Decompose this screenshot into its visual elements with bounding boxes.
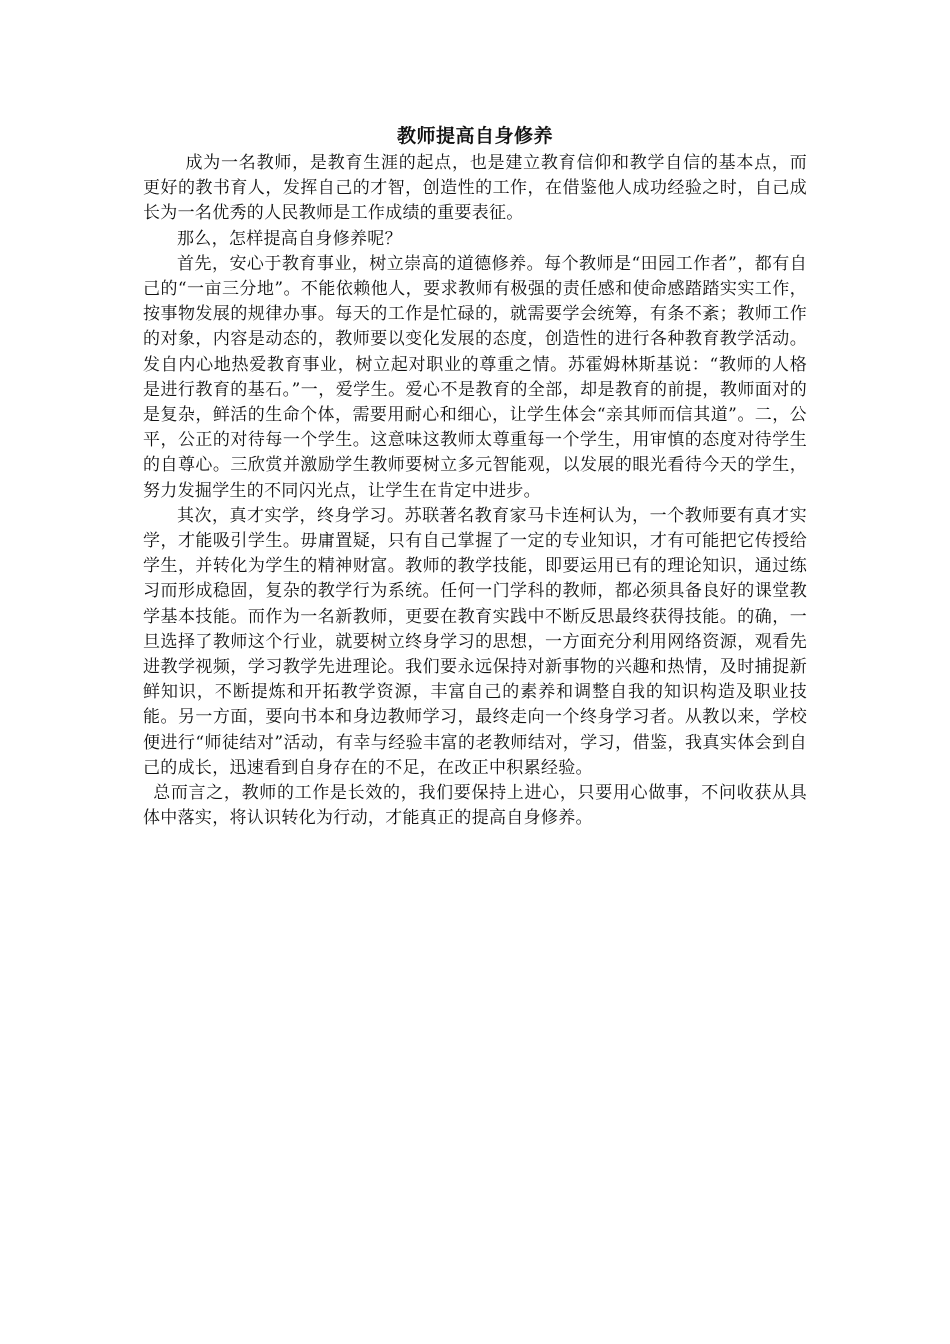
paragraph-intro: 成为一名教师，是教育生涯的起点，也是建立教育信仰和教学自信的基本点，而更好的教书育人，发挥自己的才智，创造性的工作，在借鉴他人成功经验之时，自己成长为一名优秀的人民教师是工作成绩的重要表征。 [143, 153, 807, 224]
paragraph-first-point: 首先，安心于教育事业，树立崇高的道德修养。每个教师是“田园工作者”，都有自己的“一亩三分地”。不能依赖他人，要求教师有极强的责任感和使命感踏踏实实工作，按事物发展的规律办事。每天的工作是忙碌的，就需要学会统筹，有条不紊；教师工作的对象，内容是动态的，教师要以变化发展的态度，创造性的进行各种教育教学活动。发自内心地热爱教育事业，树立起对职业的尊重之情。苏霍姆林斯基说：“教师的人格是进行教育的基石。”一，爱学生。爱心不是教育的全部，却是教育的前提，教师面对的是复杂，鲜活的生命个体，需要用耐心和细心，让学生体会“亲其师而信其道”。二，公平，公正的对待每一个学生。这意味这教师太尊重每一个学生，用审慎的态度对待学生的自尊心。三欣赏并激励学生教师要树立多元智能观，以发展的眼光看待今天的学生，努力发掘学生的不同闪光点，让学生在肯定中进步。 [143, 253, 807, 501]
paragraph-conclusion: 总而言之，教师的工作是长效的，我们要保持上进心，只要用心做事，不问收获从具体中落实，将认识转化为行动，才能真正的提高自身修养。 [143, 783, 807, 829]
document-page [143, 124, 807, 831]
paragraph-question: 那么，怎样提高自身修养呢？ [177, 228, 402, 249]
paragraph-second-point: 其次，真才实学，终身学习。苏联著名教育家马卡连柯认为，一个教师要有真才实学，才能吸引学生。毋庸置疑，只有自己掌握了一定的专业知识，才有可能把它传授给学生，并转化为学生的精神财富。教师的教学技能，即要运用已有的理论知识，通过练习而形成稳固，复杂的教学行为系统。任何一门学科的教师，都必须具备良好的课堂教学基本技能。而作为一名新教师，更要在教育实践中不断反思最终获得技能。的确，一旦选择了教师这个行业，就要树立终身学习的思想，一方面充分利用网络资源，观看先进教学视频，学习教学先进理论。我们要永远保持对新事物的兴趣和热情，及时捕捉新鲜知识，不断提炼和开拓教学资源，丰富自己的素养和调整自我的知识构造及职业技能。另一方面，要向书本和身边教师学习，最终走向一个终身学习者。从教以来，学校便进行“师徒结对”活动，有幸与经验丰富的老教师结对，学习，借鉴，我真实体会到自己的成长，迅速看到自身存在的不足，在改正中积累经验。 [143, 505, 807, 778]
document-title: 教师提高自身修养 [396, 125, 553, 147]
